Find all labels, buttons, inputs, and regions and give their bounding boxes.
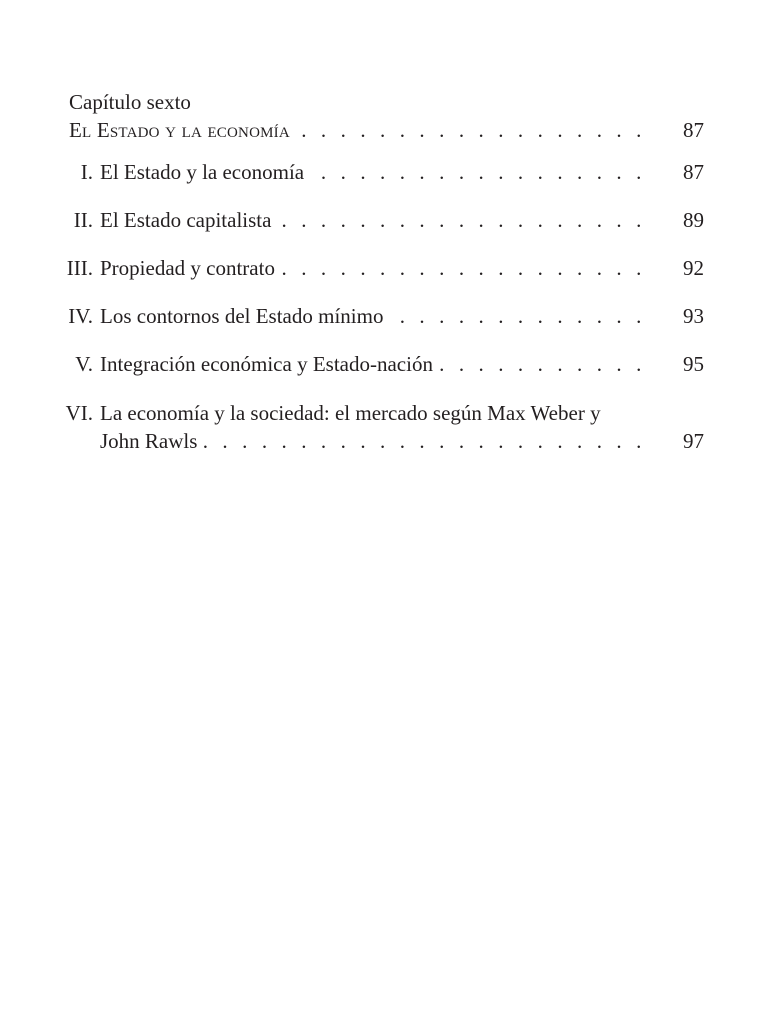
entry-page-number: 89 bbox=[683, 208, 704, 232]
entry-leader bbox=[100, 350, 646, 378]
entry-leader bbox=[100, 158, 646, 186]
entry-page-number: 92 bbox=[683, 256, 704, 280]
entry-numeral: III. bbox=[66, 256, 93, 280]
toc-entry-4 bbox=[0, 302, 768, 330]
entry-numeral: I. bbox=[80, 160, 93, 184]
toc-entry-3 bbox=[0, 254, 768, 282]
chapter-title-line bbox=[0, 116, 768, 144]
chapter-page-number: 87 bbox=[683, 118, 704, 142]
entry-title-line-1: La economía y la sociedad: el mercado según Max Weber y bbox=[100, 401, 601, 425]
chapter-label: Capítulo sexto bbox=[69, 90, 191, 114]
chapter-title-leader bbox=[69, 116, 646, 144]
entry-page-number: 93 bbox=[683, 304, 704, 328]
entry-leader bbox=[100, 427, 646, 455]
toc-entry-2 bbox=[0, 206, 768, 234]
entry-leader bbox=[100, 254, 646, 282]
entry-page-number: 87 bbox=[683, 160, 704, 184]
toc-entry-6-line-1 bbox=[0, 399, 768, 427]
entry-numeral: II. bbox=[73, 208, 93, 232]
entry-leader bbox=[100, 302, 646, 330]
entry-title: El Estado y la economía bbox=[100, 160, 310, 184]
entry-leader bbox=[100, 206, 646, 234]
toc-entry-1 bbox=[0, 158, 768, 186]
toc-entry-6-line-2 bbox=[0, 427, 768, 455]
chapter-title: El Estado y la economía bbox=[69, 118, 296, 142]
entry-title: El Estado capitalista bbox=[100, 208, 277, 232]
entry-page-number: 97 bbox=[683, 429, 704, 453]
entry-numeral: VI. bbox=[65, 401, 93, 425]
entry-numeral: IV. bbox=[68, 304, 93, 328]
toc-entry-5 bbox=[0, 350, 768, 378]
entry-title-line-2: John Rawls bbox=[100, 429, 203, 453]
entry-page-number: 95 bbox=[683, 352, 704, 376]
entry-title: Los contornos del Estado mínimo bbox=[100, 304, 389, 328]
entry-title: Integración económica y Estado-nación bbox=[100, 352, 439, 376]
entry-title: Propiedad y contrato bbox=[100, 256, 281, 280]
entry-numeral: V. bbox=[75, 352, 93, 376]
